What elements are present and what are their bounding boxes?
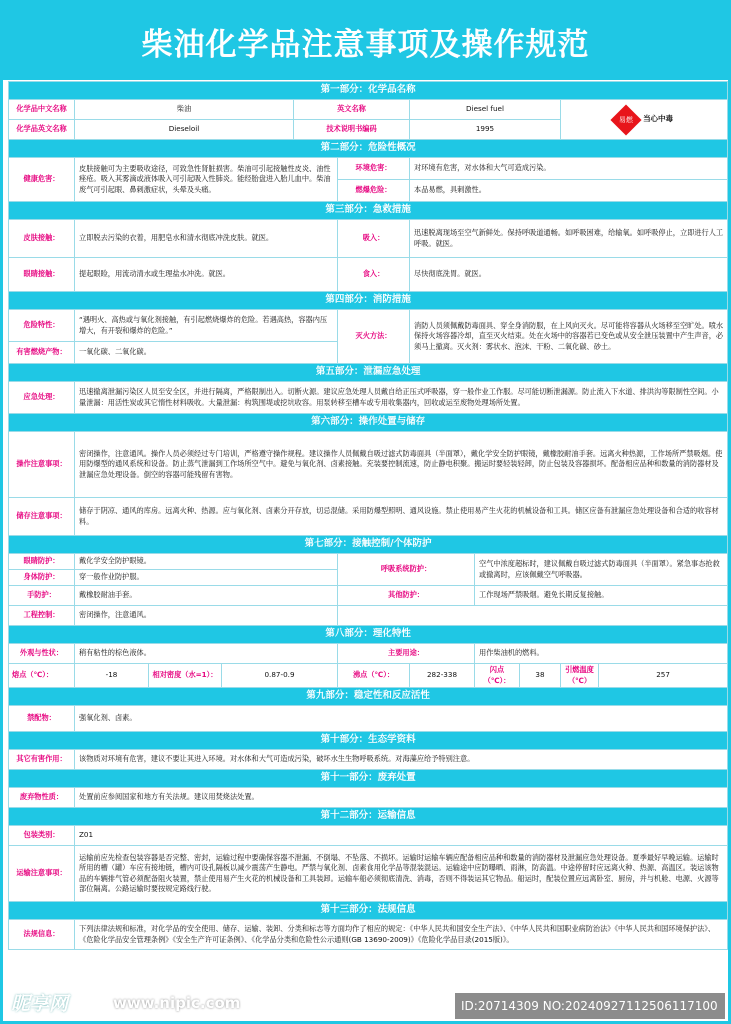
resp-protect-label: 呼吸系统防护： [338, 554, 475, 586]
section-9-header: 第九部分：稳定性和反应活性 [9, 688, 728, 706]
other-protect-label: 其他防护： [338, 586, 475, 606]
inhale-label: 吸入： [338, 220, 410, 258]
appearance-label: 外观与性状： [9, 644, 75, 664]
body-protect-label: 身体防护： [9, 570, 75, 586]
health-label: 健康危害： [9, 158, 75, 202]
tech-code-value: 1995 [410, 120, 561, 140]
warning-sign [561, 100, 728, 140]
tech-code-label: 技术说明书编码 [294, 120, 410, 140]
other-protect-value: 工作现场严禁吸烟。避免长期反复接触。 [475, 586, 728, 606]
skin-label: 皮肤接触： [9, 220, 75, 258]
emergency-label: 应急处理： [9, 382, 75, 414]
fire-value: 本品易燃，具刺激性。 [410, 180, 728, 202]
health-value: 皮肤接触可为主要吸收途径，可致急性肾脏损害。柴油可引起接触性皮炎、油性痤疮。吸入其雾滴或液体吸入可引起吸入性肺炎。能经胎盘进入胎儿血中。柴油废气可引起眼、鼻刺激症状，头晕及头痛。 [75, 158, 338, 202]
watermark-url: www.nipic.com [113, 994, 241, 1012]
eng-control-value: 密闭操作，注意通风。 [75, 606, 338, 626]
eye-label: 眼睛接触： [9, 258, 75, 292]
storage-label: 储存注意事项： [9, 498, 75, 536]
warning-text: 当心中毒 [643, 114, 674, 124]
fire-hazard-diamond-icon [611, 104, 642, 135]
eye-protect-value: 戴化学安全防护眼镜。 [75, 554, 338, 570]
cn-name-label: 化学品中文名称 [9, 100, 75, 120]
hazard-icon-text: 易燃 [619, 115, 634, 124]
danger-value: “遇明火、高热或与氧化剂接触，有引起燃烧爆炸的危险。若遇高热，容器内压增大，有开裂和爆炸的危险。” [75, 310, 338, 342]
package-value: Z01 [75, 826, 728, 846]
usage-label: 主要用途： [338, 644, 475, 664]
hand-protect-value: 戴橡胶耐油手套。 [75, 586, 338, 606]
transport-value: 运输前应先检查包装容器是否完整、密封，运输过程中要确保容器不泄漏、不倒塌、不坠落、不损坏。运输时运输车辆应配备相应品种和数量的消防器材及泄漏应急处理设备。夏季最好早晚运输。运输时所用的槽（罐）车应有接地链，槽内可设孔隔板以减少震荡产生静电。严禁与氧化剂、卤素食用化学品等混装混运。运输途中应防曝晒、雨淋，防高温。中途停留时应远离火种、热源、高温区。装运该物品的车辆排气管必须配备阻火装置，禁止使用易产生火花的机械设备和工具装卸。运输车船必须彻底清洗、消毒，否则不得装运其它物品。船运时，配装位置应远离卧室、厨房，并与机舱、电源、火源等部位隔离。公路运输时要按规定路线行驶。 [75, 846, 728, 902]
flash-point-value: 38 [520, 664, 561, 688]
eco-value: 该物质对环境有危害，建议不要让其进入环境。对水体和大气可造成污染，破坏水生生物呼吸系统。对海藻应给予特别注意。 [75, 750, 728, 770]
eye-protect-label: 眼睛防护： [9, 554, 75, 570]
fire-label: 燃爆危险： [338, 180, 410, 202]
incompatible-label: 禁配物： [9, 706, 75, 732]
section-8-header: 第八部分：理化特性 [9, 626, 728, 644]
section-1-header: 第一部分：化学品名称 [9, 82, 728, 100]
melting-point-label: 熔点（℃）： [9, 664, 75, 688]
ingest-value: 尽快彻底洗胃。就医。 [410, 258, 728, 292]
eng-control-label: 工程控制： [9, 606, 75, 626]
operation-label: 操作注意事项： [9, 432, 75, 498]
harm-value: 一氧化碳、二氧化碳。 [75, 342, 338, 364]
ignition-temp-value: 257 [599, 664, 728, 688]
density-label: 相对密度（水=1）： [149, 664, 222, 688]
msds-table [8, 81, 728, 950]
flash-point-label: 闪点（℃）： [475, 664, 520, 688]
section-11-header: 第十一部分：废弃处置 [9, 770, 728, 788]
env-value: 对环境有危害，对水体和大气可造成污染。 [410, 158, 728, 180]
section-13-header: 第十三部分：法规信息 [9, 902, 728, 920]
env-label: 环境危害： [338, 158, 410, 180]
eng-control-blank [338, 606, 728, 626]
usage-value: 用作柴油机的燃料。 [475, 644, 728, 664]
melting-point-value: -18 [75, 664, 149, 688]
section-2-header: 第二部分：危险性概况 [9, 140, 728, 158]
section-7-header: 第七部分：接触控制/个体防护 [9, 536, 728, 554]
cn-name-value: 柴油 [75, 100, 294, 120]
method-value: 消防人员须佩戴防毒面具、穿全身消防服，在上风向灭火。尽可能将容器从火场移至空旷处。喷水保持火场容器冷却，直至灭火结束。处在火场中的容器若已变色或从安全泄压装置中产生声音，必须马上撤离。灭火剂：雾状水、泡沫、干粉、二氧化碳、砂土。 [410, 310, 728, 364]
regulation-label: 法规信息： [9, 920, 75, 950]
watermark-brand: 昵享网 [11, 993, 69, 1015]
harm-label: 有害燃烧产物： [9, 342, 75, 364]
skin-value: 立即脱去污染的衣着，用肥皂水和清水彻底冲洗皮肤。就医。 [75, 220, 338, 258]
disposal-label: 废弃物性质： [9, 788, 75, 808]
package-label: 包装类别： [9, 826, 75, 846]
storage-value: 储存于阴凉、通风的库房。远离火种、热源。应与氧化剂、卤素分开存放，切忌混储。采用防爆型照明、通风设施。禁止使用易产生火花的机械设备和工具。储区应备有泄漏应急处理设备和合适的收容材料。 [75, 498, 728, 536]
emergency-value: 迅速撤离泄漏污染区人员至安全区，并进行隔离，严格限制出入。切断火源。建议应急处理人员戴自给正压式呼吸器，穿一般作业工作服。尽可能切断泄漏源。防止流入下水道、排洪沟等限制性空间。小量泄漏：用活性炭或其它惰性材料吸收。大量泄漏：构筑围堤或挖坑收容。用泵转移至槽车或专用收集器内，回收或运至废物处理场所处置。 [75, 382, 728, 414]
incompatible-value: 强氧化剂、卤素。 [75, 706, 728, 732]
section-5-header: 第五部分：泄漏应急处理 [9, 364, 728, 382]
body-protect-value: 穿一般作业防护服。 [75, 570, 338, 586]
density-value: 0.87-0.9 [222, 664, 338, 688]
ingest-label: 食入： [338, 258, 410, 292]
ignition-temp-label: 引燃温度（℃） [561, 664, 599, 688]
section-12-header: 第十二部分：运输信息 [9, 808, 728, 826]
en-name2-label: 化学品英文名称 [9, 120, 75, 140]
section-4-header: 第四部分：消防措施 [9, 292, 728, 310]
resp-protect-value: 空气中浓度超标时，建议佩戴自吸过滤式防毒面具（半面罩）。紧急事态抢救或撤离时，应该佩戴空气呼吸器。 [475, 554, 728, 586]
section-6-header: 第六部分：操作处置与储存 [9, 414, 728, 432]
msds-table-wrap [8, 81, 727, 950]
hand-protect-label: 手防护： [9, 586, 75, 606]
boiling-point-label: 沸点（℃）： [338, 664, 410, 688]
eye-value: 提起眼睑，用流动清水或生理盐水冲洗。就医。 [75, 258, 338, 292]
en-name-value: Diesel fuel [410, 100, 561, 120]
en-name-label: 英文名称 [294, 100, 410, 120]
transport-label: 运输注意事项： [9, 846, 75, 902]
watermark-id: ID:20714309 NO:20240927112506117100 [455, 993, 725, 1019]
disposal-value: 处置前应参阅国家和地方有关法规。建议用焚烧法处置。 [75, 788, 728, 808]
page-title: 柴油化学品注意事项及操作规范 [3, 3, 728, 80]
inhale-value: 迅速脱离现场至空气新鲜处。保持呼吸道通畅。如呼吸困难，给输氧。如呼吸停止，立即进行人工呼吸。就医。 [410, 220, 728, 258]
boiling-point-value: 282-338 [410, 664, 475, 688]
operation-value: 密闭操作，注意通风。操作人员必须经过专门培训，严格遵守操作规程。建议操作人员佩戴自吸过滤式防毒面具（半面罩），戴化学安全防护眼镜，戴橡胶耐油手套。远离火种热源，工作场所严禁吸烟。使用防爆型的通风系统和设备。防止蒸气泄漏到工作场所空气中。避免与氧化剂、卤素接触。充装要控制流速，防止静电积聚。搬运时要轻装轻卸，防止包装及容器损坏。配备相应品种和数量的消防器材及泄漏应急处理设备。倒空的容器可能残留有害物。 [75, 432, 728, 498]
appearance-value: 稍有粘性的棕色液体。 [75, 644, 338, 664]
watermark-bar [3, 989, 731, 1024]
method-label: 灭火方法： [338, 310, 410, 364]
en-name2-value: Dieseloil [75, 120, 294, 140]
section-3-header: 第三部分：急救措施 [9, 202, 728, 220]
regulation-value: 下列法律法规和标准，对化学品的安全使用、储存、运输、装卸、分类和标志等方面均作了相应的规定：《中华人民共和国安全生产法》、《中华人民共和国职业病防治法》《中华人民共和国环境保护法》、《危险化学品安全管理条例》《安全生产许可证条例》、《化学品分类和危险性公示通则(GB 13690-2009)》《危险化学品目录(2015版)》。 [75, 920, 728, 950]
danger-label: 危险特性： [9, 310, 75, 342]
section-10-header: 第十部分：生态学资料 [9, 732, 728, 750]
eco-label: 其它有害作用： [9, 750, 75, 770]
